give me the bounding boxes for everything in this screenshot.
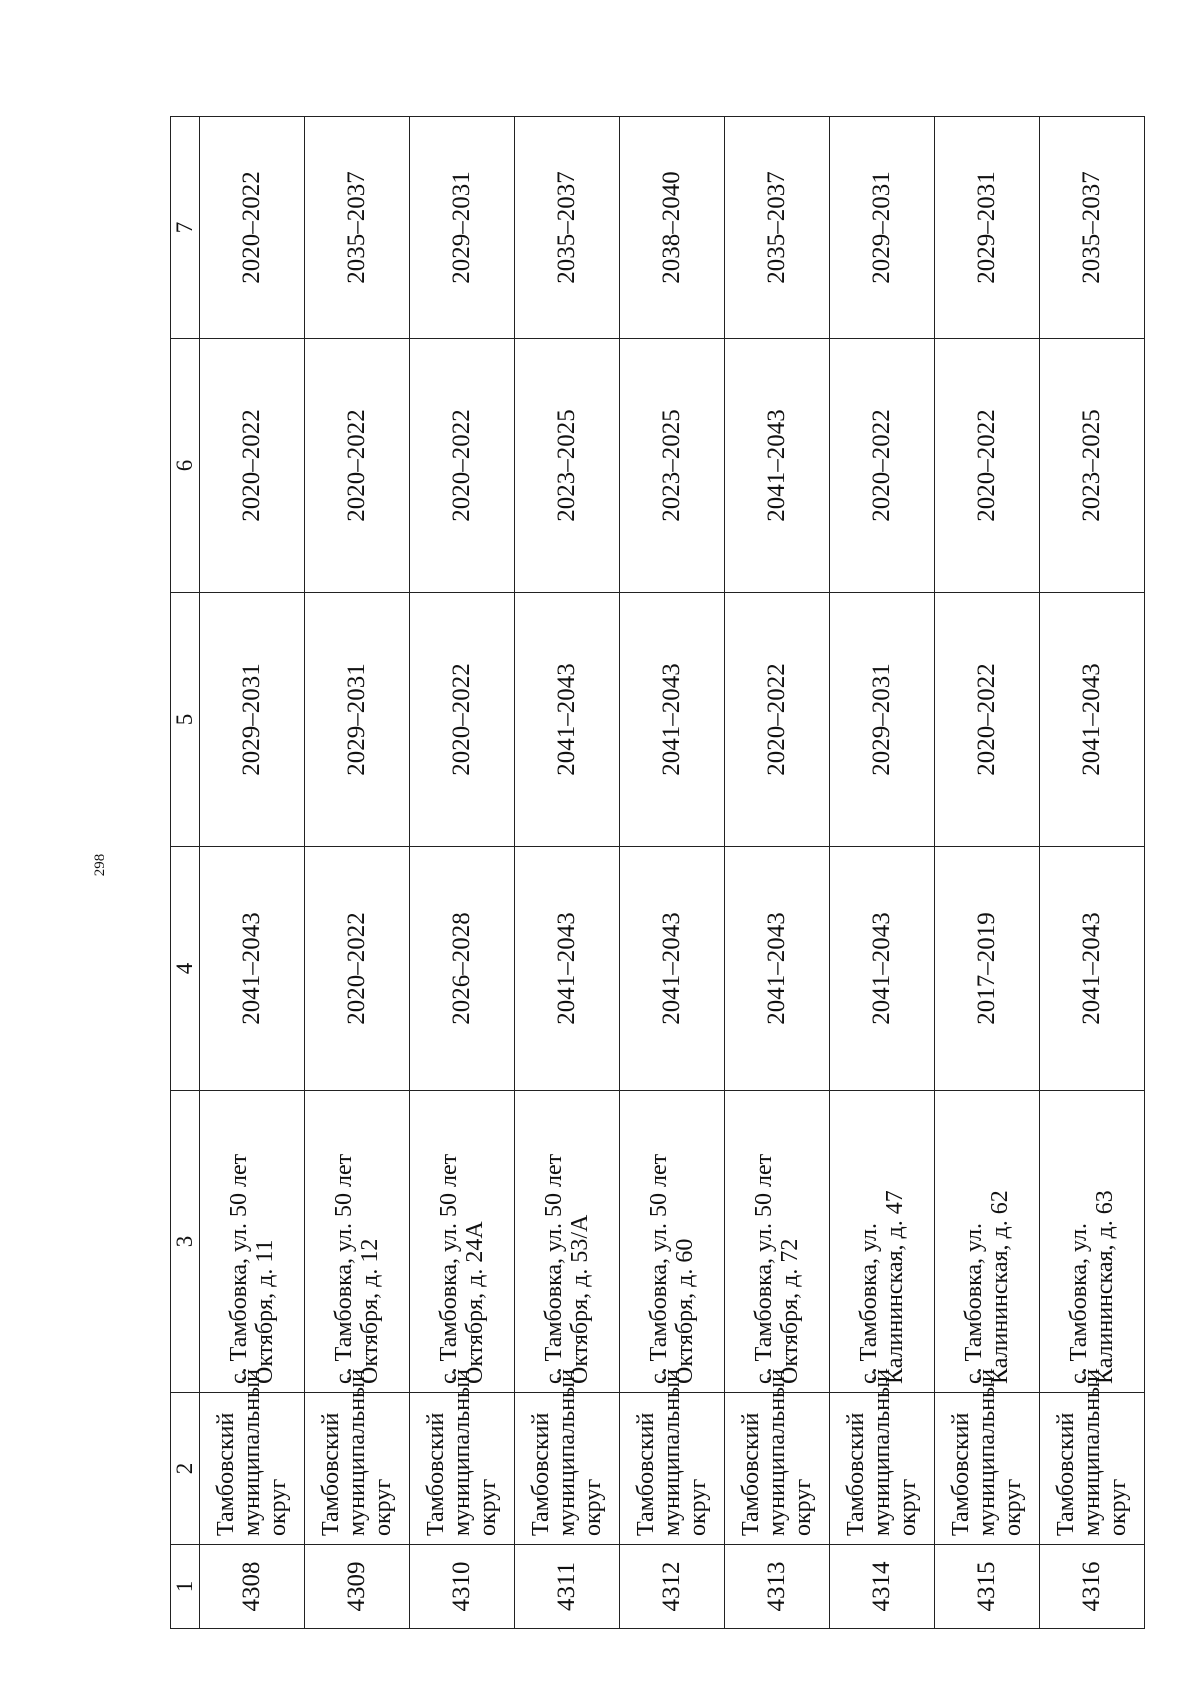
address-cell: с. Тамбовка, ул. 50 лет Октября, д. 60 <box>620 1091 725 1393</box>
table-row <box>305 117 410 1629</box>
period-col6: 2020–2022 <box>410 339 515 593</box>
period-col7: 2029–2031 <box>830 117 935 339</box>
address-cell: с. Тамбовка, ул. Калининская, д. 47 <box>830 1091 935 1393</box>
row-number: 4312 <box>620 1545 725 1629</box>
table-row <box>830 117 935 1629</box>
address-cell: с. Тамбовка, ул. Калининская, д. 63 <box>1040 1091 1145 1393</box>
district-cell: Тамбовский муниципальный округ <box>1040 1393 1145 1545</box>
period-col4: 2041–2043 <box>620 847 725 1091</box>
row-number: 4308 <box>200 1545 305 1629</box>
table-row <box>515 117 620 1629</box>
period-col7: 2035–2037 <box>305 117 410 339</box>
row-number: 4311 <box>515 1545 620 1629</box>
period-col6: 2020–2022 <box>200 339 305 593</box>
table-row <box>410 117 515 1629</box>
col-header-4: 4 <box>171 847 200 1091</box>
row-number: 4313 <box>725 1545 830 1629</box>
col-header-5: 5 <box>171 593 200 847</box>
period-col5: 2020–2022 <box>935 593 1040 847</box>
period-col6: 2020–2022 <box>935 339 1040 593</box>
period-col4: 2041–2043 <box>830 847 935 1091</box>
header-row <box>171 117 200 1629</box>
address-cell: с. Тамбовка, ул. Калининская, д. 62 <box>935 1091 1040 1393</box>
period-col4: 2041–2043 <box>515 847 620 1091</box>
district-cell: Тамбовский муниципальный округ <box>410 1393 515 1545</box>
district-cell: Тамбовский муниципальный округ <box>305 1393 410 1545</box>
district-cell: Тамбовский муниципальный округ <box>725 1393 830 1545</box>
table-row <box>620 117 725 1629</box>
col-header-2: 2 <box>171 1393 200 1545</box>
period-col6: 2041–2043 <box>725 339 830 593</box>
period-col7: 2035–2037 <box>1040 117 1145 339</box>
table-row <box>200 117 305 1629</box>
address-cell: с. Тамбовка, ул. 50 лет Октября, д. 72 <box>725 1091 830 1393</box>
address-cell: с. Тамбовка, ул. 50 лет Октября, д. 12 <box>305 1091 410 1393</box>
period-col4: 2026–2028 <box>410 847 515 1091</box>
col-header-3: 3 <box>171 1091 200 1393</box>
table-row <box>1040 117 1145 1629</box>
period-col4: 2041–2043 <box>200 847 305 1091</box>
period-col7: 2029–2031 <box>410 117 515 339</box>
period-col4: 2041–2043 <box>725 847 830 1091</box>
period-col7: 2035–2037 <box>725 117 830 339</box>
row-number: 4315 <box>935 1545 1040 1629</box>
page-number: 298 <box>92 853 108 877</box>
period-col5: 2041–2043 <box>620 593 725 847</box>
address-cell: с. Тамбовка, ул. 50 лет Октября, д. 53/А <box>515 1091 620 1393</box>
table-row <box>935 117 1040 1629</box>
period-col6: 2020–2022 <box>305 339 410 593</box>
period-col7: 2035–2037 <box>515 117 620 339</box>
period-col5: 2041–2043 <box>515 593 620 847</box>
period-col5: 2029–2031 <box>305 593 410 847</box>
schedule-table <box>170 116 1145 1629</box>
period-col7: 2020–2022 <box>200 117 305 339</box>
period-col6: 2020–2022 <box>830 339 935 593</box>
district-cell: Тамбовский муниципальный округ <box>830 1393 935 1545</box>
period-col5: 2029–2031 <box>200 593 305 847</box>
period-col4: 2017–2019 <box>935 847 1040 1091</box>
district-cell: Тамбовский муниципальный округ <box>620 1393 725 1545</box>
address-cell: с. Тамбовка, ул. 50 лет Октября, д. 11 <box>200 1091 305 1393</box>
rotated-table-wrapper <box>170 117 1140 1629</box>
col-header-6: 6 <box>171 339 200 593</box>
row-number: 4314 <box>830 1545 935 1629</box>
period-col6: 2023–2025 <box>515 339 620 593</box>
period-col5: 2041–2043 <box>1040 593 1145 847</box>
district-cell: Тамбовский муниципальный округ <box>515 1393 620 1545</box>
period-col6: 2023–2025 <box>620 339 725 593</box>
row-number: 4316 <box>1040 1545 1145 1629</box>
period-col6: 2023–2025 <box>1040 339 1145 593</box>
period-col7: 2029–2031 <box>935 117 1040 339</box>
period-col5: 2020–2022 <box>725 593 830 847</box>
col-header-1: 1 <box>171 1545 200 1629</box>
col-header-7: 7 <box>171 117 200 339</box>
period-col4: 2020–2022 <box>305 847 410 1091</box>
district-cell: Тамбовский муниципальный округ <box>200 1393 305 1545</box>
period-col7: 2038–2040 <box>620 117 725 339</box>
period-col4: 2041–2043 <box>1040 847 1145 1091</box>
address-cell: с. Тамбовка, ул. 50 лет Октября, д. 24А <box>410 1091 515 1393</box>
period-col5: 2029–2031 <box>830 593 935 847</box>
row-number: 4310 <box>410 1545 515 1629</box>
period-col5: 2020–2022 <box>410 593 515 847</box>
table-row <box>725 117 830 1629</box>
row-number: 4309 <box>305 1545 410 1629</box>
district-cell: Тамбовский муниципальный округ <box>935 1393 1040 1545</box>
